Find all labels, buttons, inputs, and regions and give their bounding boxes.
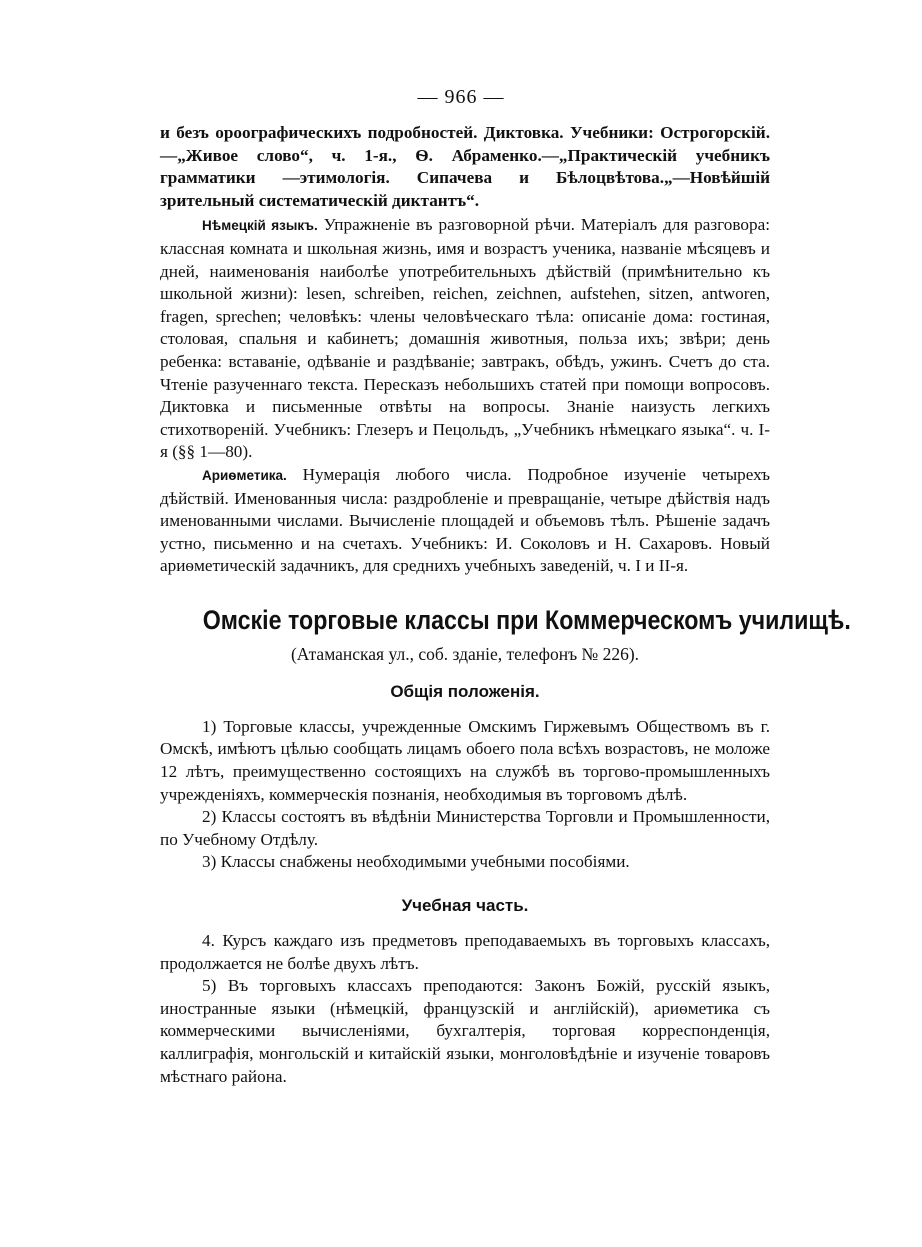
page-content <box>160 122 851 1088</box>
page-number: — 966 — <box>417 86 505 108</box>
education-title: Учебная часть. <box>401 896 529 916</box>
paragraph-arithmetic <box>160 464 770 578</box>
general-item-3: 3) Классы снабжены необходимыми учебными пособіями. <box>202 852 630 872</box>
section-address: (Атаманская ул., соб. зданіе, телефонъ № 226). <box>290 643 640 664</box>
education-item-4: 4. Курсъ каждаго изъ предметовъ преподаваемыхъ въ торговыхъ классахъ, продолжается не болѣе двухъ лѣтъ. <box>160 931 770 973</box>
paragraph-orthography: и безъ ороографическихъ подробностей. Диктовка. Учебники: Острогорскій.—„Живое слово“, ч. 1-я., Ѳ. Абраменко.—„Практическій учебникъ грамматики —этимологія. Сипачева и Бѣлоцвѣтова.„—Новѣйшій зрительный систематическій диктантъ“. <box>160 123 770 210</box>
section-title: Омскіе торговые классы при Коммерческомъ училищѣ. <box>202 604 851 635</box>
general-item-2: 2) Классы состоятъ въ вѣдѣніи Министерства Торговли и Промышленности, по Учебному Отдѣлу. <box>160 807 770 849</box>
paragraph-german-lead: Нѣмецкій языкъ. <box>202 218 318 234</box>
general-item-1: 1) Торговые классы, учрежденные Омскимъ Гиржевымъ Обществомъ въ г. Омскѣ, имѣютъ цѣлью сообщать лицамъ обоего пола всѣхъ возрастовъ, не моложе 12 лѣтъ, преимущественно состоящихъ на службѣ въ торгово-промышленныхъ учрежденіяхъ, коммерческія познанія, необходимыя въ торговомъ дѣлѣ. <box>160 716 770 804</box>
paragraph-german-text: Упражненіе въ разговорной рѣчи. Матеріалъ для разговора: классная комната и школьная жизнь, имя и возрастъ ученика, названіе мѣсяцевъ и дней, наименованія наиболѣе употребительныхъ дѣйствій (примѣнительно къ школьной жизни): lesen, schreiben, reichen, zeichnen, aufstehen, sitzen, antworen, fragen, sprechen; человѣкъ: члены человѣческаго тѣла: описаніе дома: гостиная, столовая, спальня и кабинетъ; домашнія животныя, польза ихъ; звѣри; день ребенка: вставаніе, одѣваніе и раздѣваніе; завтракъ, обѣдъ, ужинъ. Счетъ до ста. Чтеніе разученнаго текста. Пересказъ небольшихъ статей при помощи вопросовъ. Диктовка и письменные отвѣты на вопросы. Знаніе наизусть легкихъ стихотвореній. Учебникъ: Глезеръ и Пецольдъ, „Учебникъ нѣмецкаго языка“. ч. I-я (§§ 1—80). <box>160 215 770 462</box>
paragraph-arithmetic-text: Нумерація любого числа. Подробное изученіе четырехъ дѣйствій. Именованныя числа: раздробленіе и превращаніе, четыре дѣйствія надъ именованными числами. Вычисленіе площадей и объемовъ тѣлъ. Рѣшеніе задачъ устно, письменно и на счетахъ. Учебникъ: И. Соколовъ и Н. Сахаровъ. Новый ариѳметическій задачникъ, для среднихъ учебныхъ заведеній, ч. I и II-я. <box>160 464 770 576</box>
general-title: Общія положенія. <box>390 681 540 701</box>
education-item-5: 5) Въ торговыхъ классахъ преподаются: Законъ Божій, русскій языкъ, иностранные языки (нѣмецкій, французскій и англійскій), ариѳметика съ коммерческими вычисленіями, бухгалтерія, торговая корреспонденція, каллиграфія, монгольскій и китайскій языки, монголовѣдѣніе и изученіе товаровъ мѣстнаго района. <box>160 976 770 1086</box>
paragraph-arithmetic-lead: Ариѳметика. <box>202 467 287 483</box>
paragraph-german <box>160 214 770 464</box>
